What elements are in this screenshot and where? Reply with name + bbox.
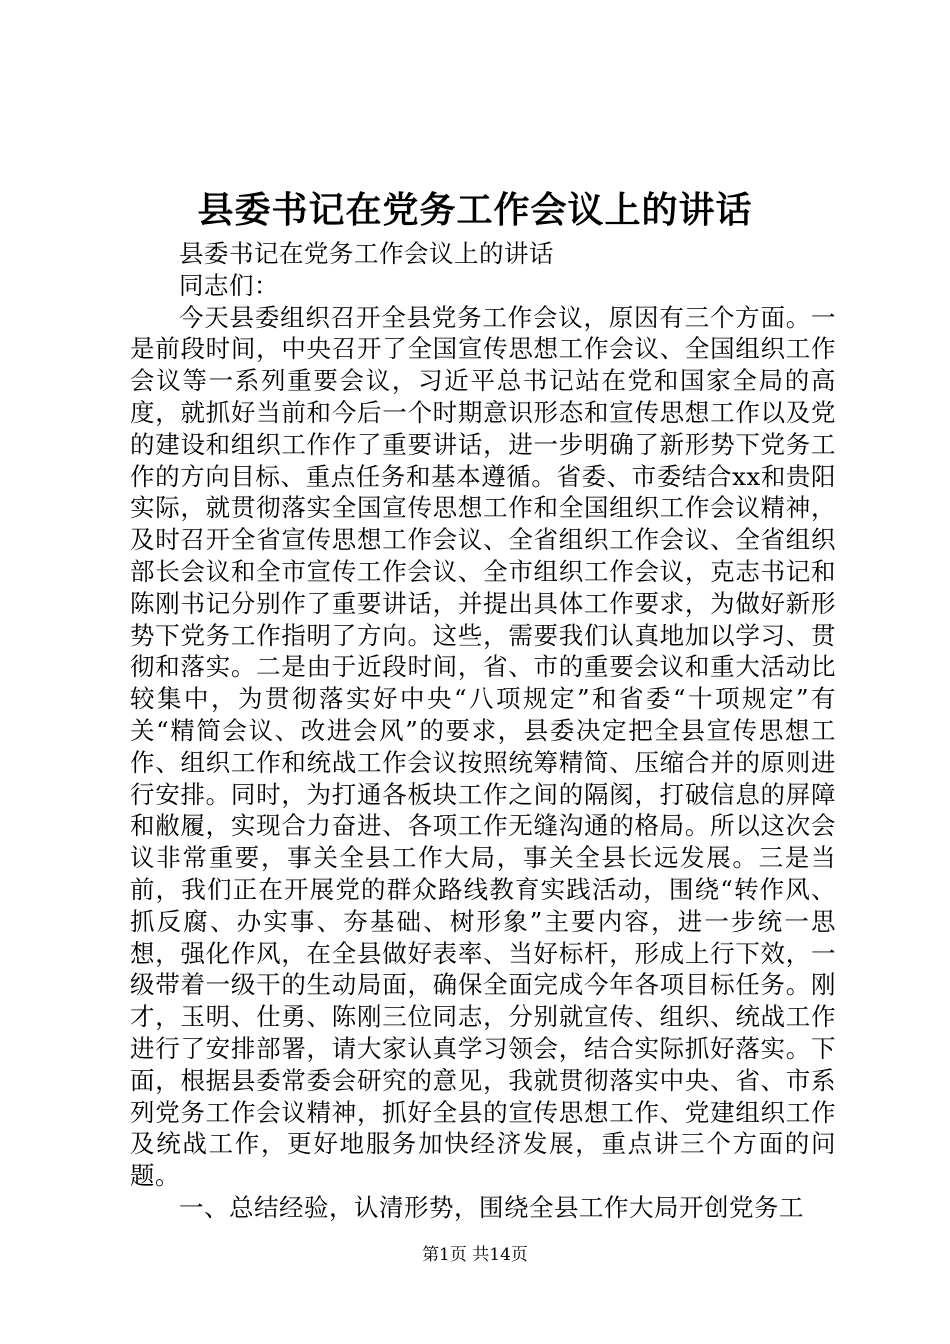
page-indicator: 第1页 共14页 (422, 1245, 528, 1265)
document-title: 县委书记在党务工作会议上的讲话 (197, 189, 753, 231)
main-paragraph: 今天县委组织召开全县党务工作会议，原因有三个方面。一是前段时间，中央召开了全国宣传思想工作会议、全国组织工作会议等一系列重要会议，习近平总书记站在党和国家全局的高度，就抓好当前和今后一个时期意识形态和宣传思想工作以及党的建设和组织工作作了重要讲话，进一步明确了新形势下党务工作的方向目标、重点任务和基本遵循。省委、市委结合xx和贵阳实际，就贯彻落实全国宣传思想工作和全国组织工作会议精神，及时召开全省宣传思想工作会议、全省组织工作会议、全省组织部长会议和全市宣传工作会议、全市组织工作会议，克志书记和陈刚书记分别作了重要讲话，并提出具体工作要求，为做好新形势下党务工作指明了方向。这些，需要我们认真地加以学习、贯彻和落实。二是由于近段时间，省、市的重要会议和重大活动比较集中，为贯彻落实好中央“八项规定”和省委“十项规定”有关“精简会议、改进会风”的要求，县委决定把全县宣传思想工作、组织工作和统战工作会议按照统筹精简、压缩合并的原则进行安排。同时，为打通各板块工作之间的隔阂，打破信息的屏障和敝履，实现合力奋进、各项工作无缝沟通的格局。所以这次会议非常重要，事关全县工作大局，事关全县长远发展。三是当前，我们正在开展党的群众路线教育实践活动，围绕“转作风、抓反腐、办实事、夯基础、树形象”主要内容，进一步统一思想，强化作风，在全县做好表率、当好标杆，形成上行下效，一级带着一级干的生动局面，确保全面完成今年各项目标任务。刚才，玉明、仕勇、陈刚三位同志，分别就宣传、组织、统战工作进行了安排部署，请大家认真学习领会，结合实际抓好落实。下面，根据县委常委会研究的意见，我就贯彻落实中央、省、市系列党务工作会议精神，抓好全县的宣传思想工作、党建组织工作及统战工作，更好地服务加快经济发展，重点讲三个方面的问题。 (130, 302, 836, 1191)
section-heading-paragraph: 一、总结经验，认清形势，围绕全县工作大局开创党务工 (179, 1192, 804, 1222)
salutation-paragraph: 同志们： (179, 270, 279, 300)
subtitle-paragraph: 县委书记在党务工作会议上的讲话 (179, 239, 554, 268)
document-body (130, 238, 836, 1224)
